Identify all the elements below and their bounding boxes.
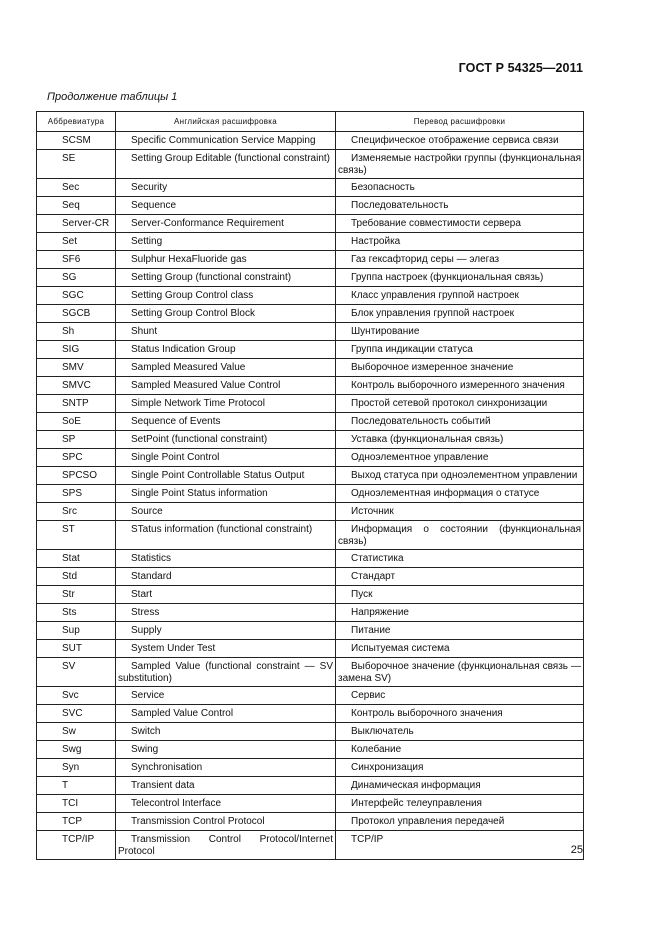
table-row — [37, 467, 584, 485]
english-cell: Sequence — [116, 197, 336, 215]
abbreviation-cell: SPS — [37, 485, 116, 503]
english-cell: Standard — [116, 568, 336, 586]
english-cell: Supply — [116, 622, 336, 640]
table-row — [37, 449, 584, 467]
abbreviation-cell: SF6 — [37, 251, 116, 269]
english-cell: Sampled Value (functional constraint — SV substitution) — [116, 658, 336, 687]
english-cell: Sampled Measured Value Control — [116, 377, 336, 395]
abbreviation-cell: Svc — [37, 687, 116, 705]
english-cell: Server-Conformance Requirement — [116, 215, 336, 233]
english-cell: Telecontrol Interface — [116, 795, 336, 813]
table-row — [37, 568, 584, 586]
translation-cell: Настройка — [336, 233, 584, 251]
english-cell: Setting Group Editable (functional constraint) — [116, 150, 336, 179]
table-row — [37, 759, 584, 777]
abbreviation-cell: Src — [37, 503, 116, 521]
english-cell: Transmission Control Protocol — [116, 813, 336, 831]
translation-cell: Класс управления группой настроек — [336, 287, 584, 305]
abbreviation-cell: Sup — [37, 622, 116, 640]
translation-cell: Безопасность — [336, 179, 584, 197]
abbreviation-cell: Seq — [37, 197, 116, 215]
table-row — [37, 269, 584, 287]
english-cell: STatus information (functional constraint) — [116, 521, 336, 550]
abbreviation-cell: SMV — [37, 359, 116, 377]
abbreviation-cell: SPC — [37, 449, 116, 467]
table-row — [37, 197, 584, 215]
translation-cell: Последовательность — [336, 197, 584, 215]
english-cell: Transient data — [116, 777, 336, 795]
english-cell: Service — [116, 687, 336, 705]
english-cell: Shunt — [116, 323, 336, 341]
abbreviation-cell: SCSM — [37, 132, 116, 150]
translation-cell: Испытуемая система — [336, 640, 584, 658]
abbreviation-cell: SNTP — [37, 395, 116, 413]
translation-cell: Сервис — [336, 687, 584, 705]
table-row — [37, 741, 584, 759]
table-row — [37, 705, 584, 723]
table-row — [37, 831, 584, 860]
table-header — [37, 112, 584, 132]
translation-cell: Стандарт — [336, 568, 584, 586]
translation-cell: Контроль выборочного измеренного значения — [336, 377, 584, 395]
english-cell: Statistics — [116, 550, 336, 568]
translation-cell: Интерфейс телеуправления — [336, 795, 584, 813]
table-row — [37, 485, 584, 503]
abbreviation-cell: SE — [37, 150, 116, 179]
translation-cell: Группа настроек (функциональная связь) — [336, 269, 584, 287]
english-cell: Stress — [116, 604, 336, 622]
abbreviation-cell: SVC — [37, 705, 116, 723]
abbreviation-cell: SoE — [37, 413, 116, 431]
abbreviation-cell: Syn — [37, 759, 116, 777]
translation-cell: Источник — [336, 503, 584, 521]
abbreviation-cell: Swg — [37, 741, 116, 759]
english-cell: Start — [116, 586, 336, 604]
table-row — [37, 413, 584, 431]
translation-cell: Группа индикации статуса — [336, 341, 584, 359]
translation-cell: Уставка (функциональная связь) — [336, 431, 584, 449]
table-row — [37, 723, 584, 741]
english-cell: Specific Communication Service Mapping — [116, 132, 336, 150]
translation-cell: Питание — [336, 622, 584, 640]
abbreviation-cell: T — [37, 777, 116, 795]
abbreviation-cell: Set — [37, 233, 116, 251]
translation-cell: Специфическое отображение сервиса связи — [336, 132, 584, 150]
table-row — [37, 550, 584, 568]
english-cell: Single Point Control — [116, 449, 336, 467]
english-cell: Single Point Controllable Status Output — [116, 467, 336, 485]
abbreviation-cell: SGCB — [37, 305, 116, 323]
translation-cell: Последовательность событий — [336, 413, 584, 431]
translation-cell: Выборочное значение (функциональная связь — замена SV) — [336, 658, 584, 687]
english-cell: System Under Test — [116, 640, 336, 658]
table-row — [37, 640, 584, 658]
document-code: ГОСТ Р 54325—2011 — [458, 61, 583, 75]
english-cell: SetPoint (functional constraint) — [116, 431, 336, 449]
abbreviation-cell: SPCSO — [37, 467, 116, 485]
translation-cell: Информация о состоянии (функциональная связь) — [336, 521, 584, 550]
abbreviation-cell: SV — [37, 658, 116, 687]
table-row — [37, 687, 584, 705]
table-row — [37, 431, 584, 449]
table-row — [37, 795, 584, 813]
english-cell: Sulphur HexaFluoride gas — [116, 251, 336, 269]
translation-cell: Протокол управления передачей — [336, 813, 584, 831]
abbreviation-table — [36, 111, 584, 860]
abbreviation-cell: SG — [37, 269, 116, 287]
abbreviation-cell: SMVC — [37, 377, 116, 395]
translation-cell: Контроль выборочного значения — [336, 705, 584, 723]
table-row — [37, 395, 584, 413]
table-row — [37, 377, 584, 395]
abbreviation-cell: Server-CR — [37, 215, 116, 233]
abbreviation-cell: Sw — [37, 723, 116, 741]
english-cell: Setting Group (functional constraint) — [116, 269, 336, 287]
table-body — [37, 132, 584, 860]
abbreviation-cell: TCI — [37, 795, 116, 813]
english-cell: Sampled Measured Value — [116, 359, 336, 377]
table-row — [37, 215, 584, 233]
table-row — [37, 305, 584, 323]
translation-cell: Колебание — [336, 741, 584, 759]
english-cell: Setting Group Control Block — [116, 305, 336, 323]
english-cell: Source — [116, 503, 336, 521]
translation-cell: Блок управления группой настроек — [336, 305, 584, 323]
abbreviation-cell: Stat — [37, 550, 116, 568]
table-row — [37, 777, 584, 795]
column-header-translation: Перевод расшифровки — [336, 112, 584, 132]
translation-cell: Пуск — [336, 586, 584, 604]
translation-cell: Динамическая информация — [336, 777, 584, 795]
abbreviation-cell: Sts — [37, 604, 116, 622]
translation-cell: Выход статуса при одноэлементном управлении — [336, 467, 584, 485]
abbreviation-cell: SIG — [37, 341, 116, 359]
translation-cell: Выборочное измеренное значение — [336, 359, 584, 377]
table-row — [37, 287, 584, 305]
english-cell: Sequence of Events — [116, 413, 336, 431]
table-row — [37, 341, 584, 359]
table-header-row — [37, 112, 584, 132]
table-row — [37, 150, 584, 179]
english-cell: Setting — [116, 233, 336, 251]
abbreviation-cell: Sec — [37, 179, 116, 197]
table-row — [37, 813, 584, 831]
table-row — [37, 604, 584, 622]
english-cell: Transmission Control Protocol/Internet Protocol — [116, 831, 336, 860]
english-cell: Synchronisation — [116, 759, 336, 777]
translation-cell: Выключатель — [336, 723, 584, 741]
translation-cell: Газ гексафторид серы — элегаз — [336, 251, 584, 269]
table-row — [37, 132, 584, 150]
english-cell: Switch — [116, 723, 336, 741]
table-row — [37, 503, 584, 521]
table-row — [37, 359, 584, 377]
table-row — [37, 251, 584, 269]
english-cell: Status Indication Group — [116, 341, 336, 359]
table-row — [37, 521, 584, 550]
abbreviation-cell: SUT — [37, 640, 116, 658]
translation-cell: Одноэлементная информация о статусе — [336, 485, 584, 503]
english-cell: Single Point Status information — [116, 485, 336, 503]
table-row — [37, 323, 584, 341]
abbreviation-cell: Str — [37, 586, 116, 604]
translation-cell: Простой сетевой протокол синхронизации — [336, 395, 584, 413]
table-row — [37, 658, 584, 687]
page-number: 25 — [570, 844, 583, 856]
english-cell: Swing — [116, 741, 336, 759]
abbreviation-cell: TCP — [37, 813, 116, 831]
column-header-english: Английская расшифровка — [116, 112, 336, 132]
table-caption: Продолжение таблицы 1 — [47, 91, 178, 103]
abbreviation-cell: SP — [37, 431, 116, 449]
translation-cell: Одноэлементное управление — [336, 449, 584, 467]
table-row — [37, 622, 584, 640]
abbreviation-cell: Sh — [37, 323, 116, 341]
abbreviation-cell: SGC — [37, 287, 116, 305]
table-row — [37, 179, 584, 197]
table-row — [37, 233, 584, 251]
translation-cell: Изменяемые настройки группы (функциональная связь) — [336, 150, 584, 179]
translation-cell: Напряжение — [336, 604, 584, 622]
translation-cell: Статистика — [336, 550, 584, 568]
english-cell: Sampled Value Control — [116, 705, 336, 723]
english-cell: Simple Network Time Protocol — [116, 395, 336, 413]
translation-cell: Шунтирование — [336, 323, 584, 341]
translation-cell: TCP/IP — [336, 831, 584, 860]
abbreviation-cell: ST — [37, 521, 116, 550]
english-cell: Setting Group Control class — [116, 287, 336, 305]
translation-cell: Синхронизация — [336, 759, 584, 777]
abbreviation-cell: TCP/IP — [37, 831, 116, 860]
translation-cell: Требование совместимости сервера — [336, 215, 584, 233]
column-header-abbreviation: Аббревиатура — [37, 112, 116, 132]
table-row — [37, 586, 584, 604]
abbreviation-cell: Std — [37, 568, 116, 586]
english-cell: Security — [116, 179, 336, 197]
